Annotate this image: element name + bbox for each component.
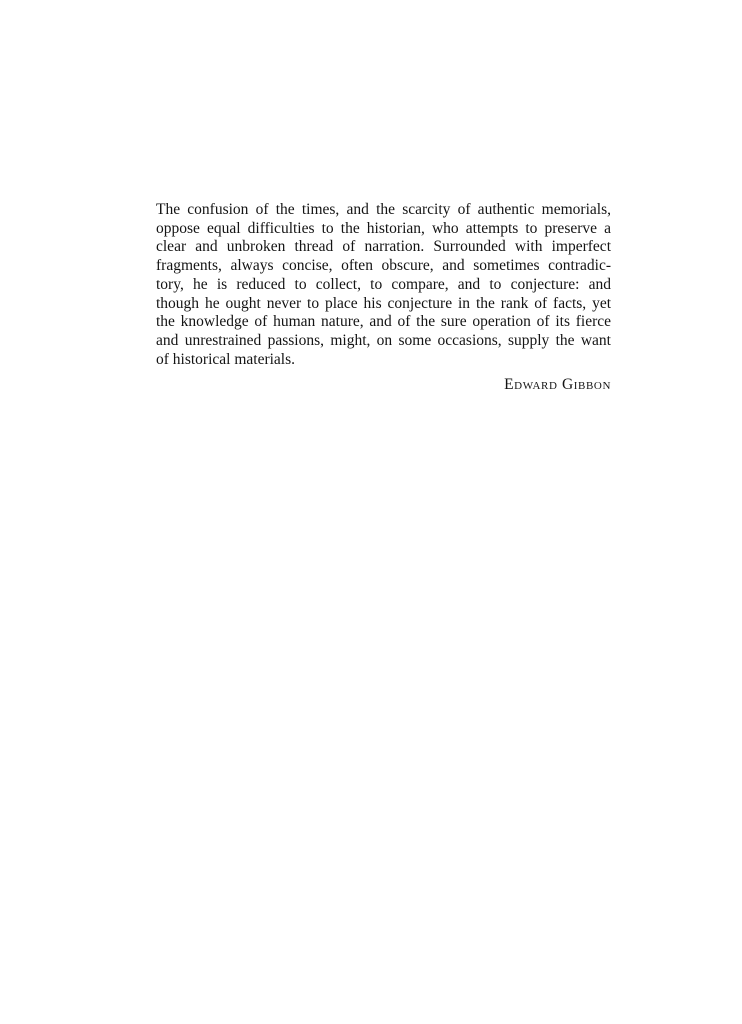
quote-line: of historical materials. <box>156 350 296 368</box>
quote-line: and unrestrained passions, might, on some occasions, supply the want <box>156 331 611 349</box>
quote-line: oppose equal difficulties to the historian, who attempts to preserve a <box>156 219 611 237</box>
quote-line: The confusion of the times, and the scarcity of authentic memorials, <box>156 201 611 218</box>
quote-line: tory, he is reduced to collect, to compare, and to conjecture: and <box>156 275 611 293</box>
quote-line: fragments, always concise, often obscure, and sometimes contradic- <box>156 257 611 275</box>
quote-line: the knowledge of human nature, and of the sure operation of its fierce <box>156 313 611 331</box>
epigraph-block <box>156 201 611 395</box>
quote-line: though he ought never to place his conjecture in the rank of facts, yet <box>156 294 611 312</box>
attribution: Edward Gibbon <box>504 376 611 394</box>
quote-line: clear and unbroken thread of narration. Surrounded with imperfect <box>156 238 611 256</box>
